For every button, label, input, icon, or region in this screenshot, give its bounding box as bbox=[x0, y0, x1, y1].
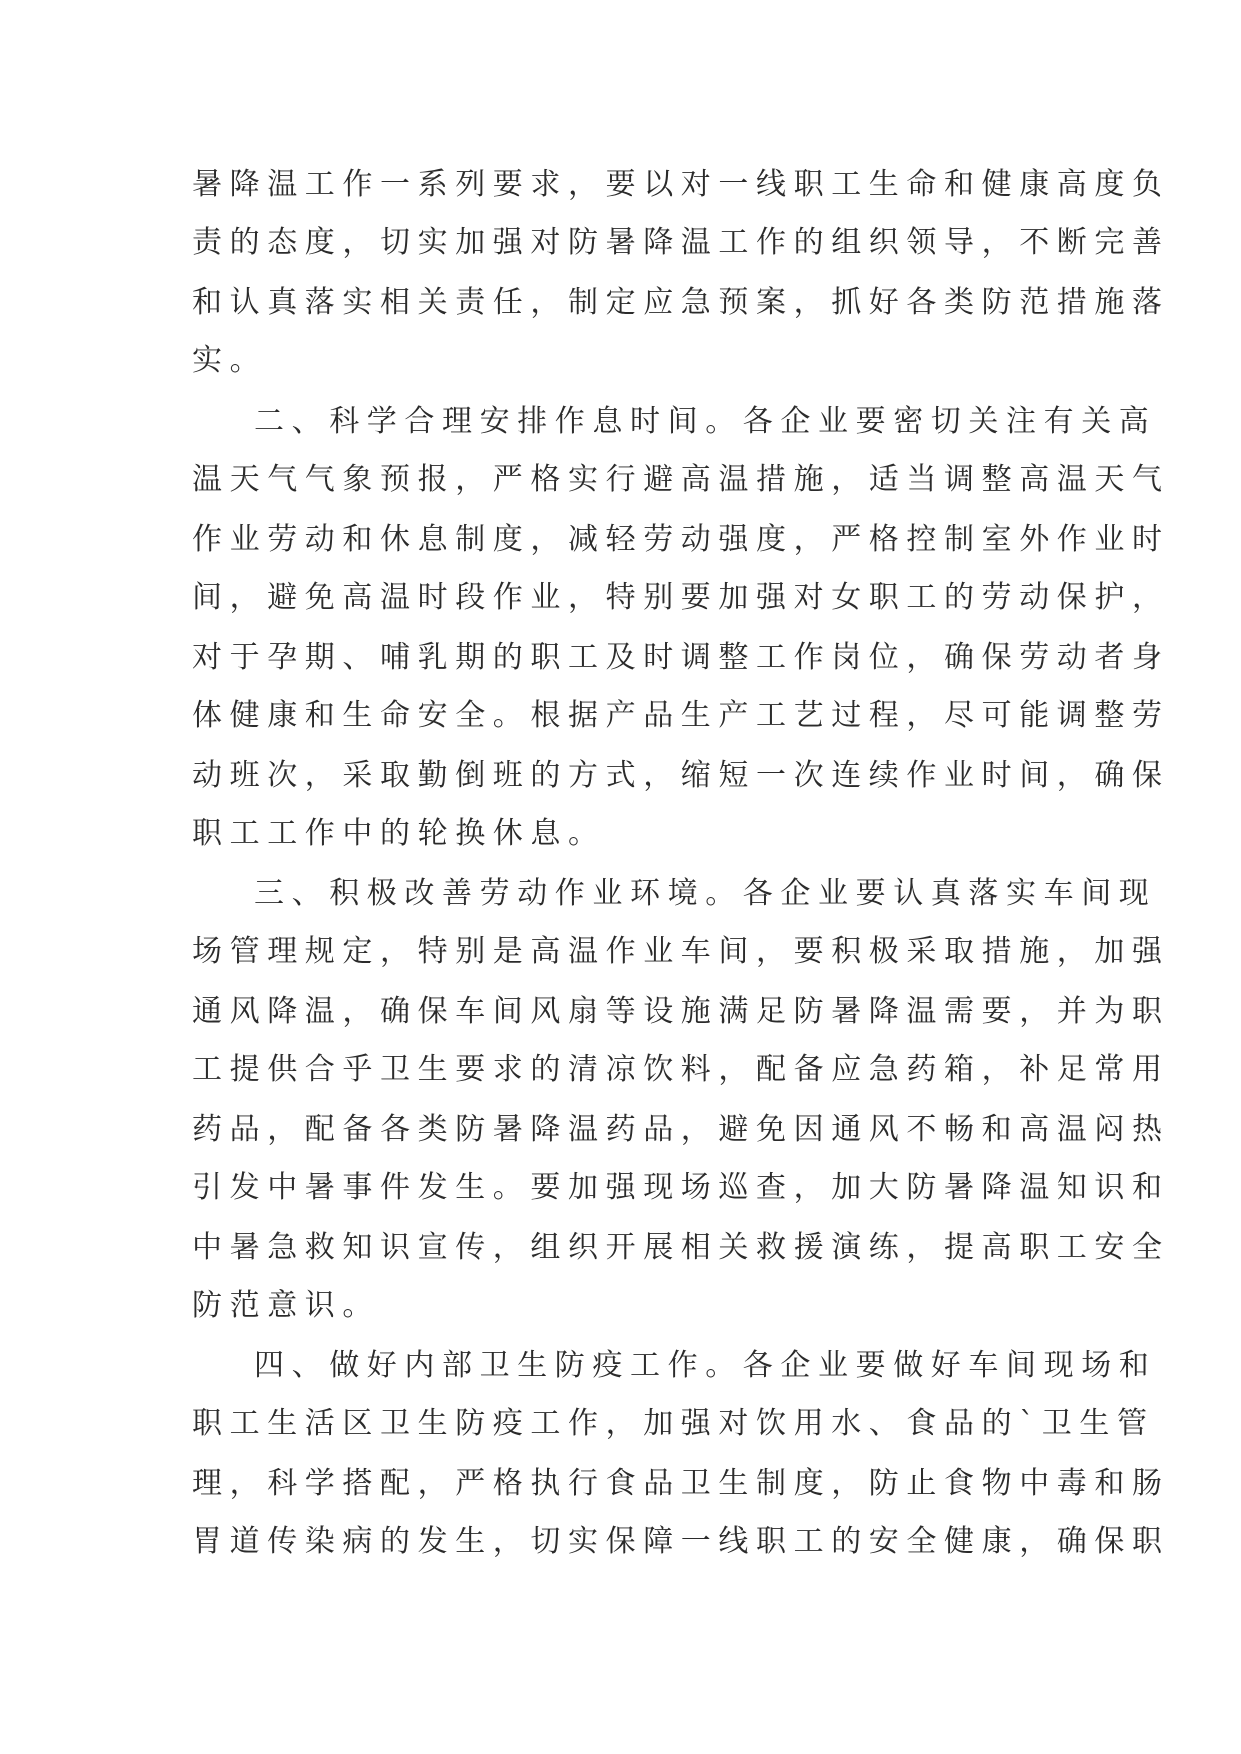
paragraph-line: 暑降温工作一系列要求，要以对一线职工生命和健康高度负 bbox=[192, 167, 1170, 202]
paragraph-line: 引发中暑事件发生。要加强现场巡查，加大防暑降温知识和 bbox=[192, 1170, 1170, 1205]
paragraph-line: 职工工作中的轮换休息。 bbox=[192, 816, 606, 851]
paragraph-line: 中暑急救知识宣传，组织开展相关救援演练，提高职工安全 bbox=[192, 1230, 1170, 1265]
paragraph-line: 体健康和生命安全。根据产品生产工艺过程，尽可能调整劳 bbox=[192, 698, 1170, 733]
paragraph-line: 对于孕期、哺乳期的职工及时调整工作岗位，确保劳动者身 bbox=[192, 640, 1170, 675]
paragraph-line: 胃道传染病的发生，切实保障一线职工的安全健康，确保职 bbox=[192, 1524, 1170, 1559]
paragraph-line: 温天气气象预报，严格实行避高温措施，适当调整高温天气 bbox=[192, 462, 1170, 497]
paragraph-line: 防范意识。 bbox=[192, 1288, 380, 1323]
paragraph-line: 通风降温，确保车间风扇等设施满足防暑降温需要，并为职 bbox=[192, 994, 1170, 1029]
paragraph-line: 药品，配备各类防暑降温药品，避免因通风不畅和高温闷热 bbox=[192, 1112, 1170, 1147]
paragraph-line: 工提供合乎卫生要求的清凉饮料，配备应急药箱，补足常用 bbox=[192, 1052, 1170, 1087]
paragraph-line: 实。 bbox=[192, 343, 268, 378]
section-heading-line: 二、科学合理安排作息时间。各企业要密切关注有关高 bbox=[254, 404, 1157, 439]
paragraph-line: 和认真落实相关责任，制定应急预案，抓好各类防范措施落 bbox=[192, 285, 1170, 320]
paragraph-line: 场管理规定，特别是高温作业车间，要积极采取措施，加强 bbox=[192, 934, 1170, 969]
paragraph-line: 间，避免高温时段作业，特别要加强对女职工的劳动保护， bbox=[192, 580, 1170, 615]
paragraph-line: 动班次，采取勤倒班的方式，缩短一次连续作业时间，确保 bbox=[192, 758, 1170, 793]
section-heading-line: 四、做好内部卫生防疫工作。各企业要做好车间现场和 bbox=[254, 1348, 1157, 1383]
section-heading-line: 三、积极改善劳动作业环境。各企业要认真落实车间现 bbox=[254, 876, 1157, 911]
paragraph-line: 职工生活区卫生防疫工作，加强对饮用水、食品的`卫生管 bbox=[192, 1406, 1155, 1441]
paragraph-line: 理，科学搭配，严格执行食品卫生制度，防止食物中毒和肠 bbox=[192, 1466, 1170, 1501]
paragraph-line: 作业劳动和休息制度，减轻劳动强度，严格控制室外作业时 bbox=[192, 522, 1170, 557]
paragraph-line: 责的态度，切实加强对防暑降温工作的组织领导，不断完善 bbox=[192, 225, 1170, 260]
